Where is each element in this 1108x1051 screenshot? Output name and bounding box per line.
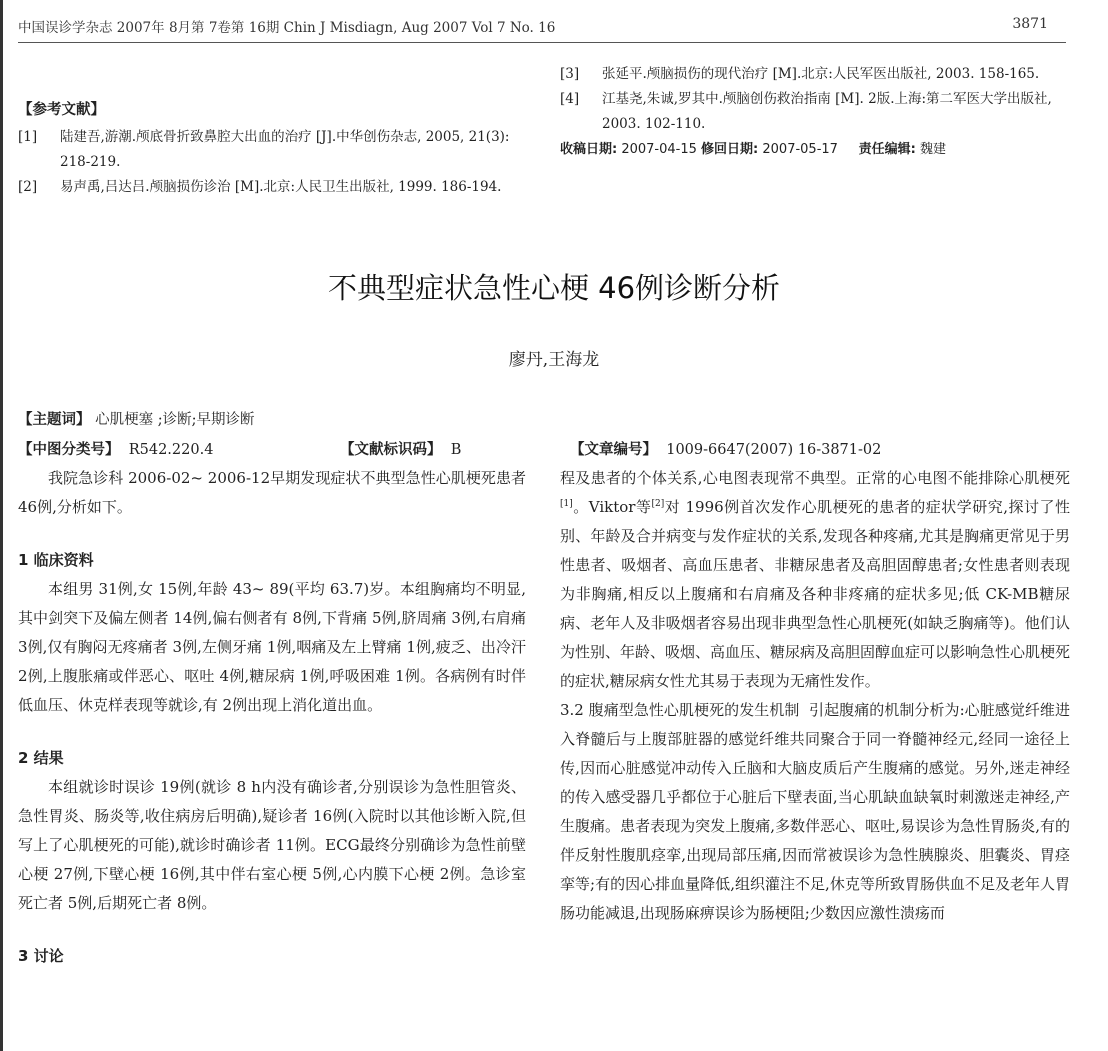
intro-paragraph: 我院急诊科 2006-02~ 2006-12早期发现症状不典型急性心肌梗死患者 46例,分析如下。 [18,469,526,516]
doc-value: B [450,442,462,458]
right-text-a: 程及患者的个体关系,心电图表现常不典型。正常的心电图不能排除心肌梗死 [560,469,1070,487]
section-1-heading: 1 临床资料 [18,551,94,569]
received-label: 收稿日期: [560,142,618,157]
reference-text: 江基尧,朱诚,罗其中.颅脑创伤救治指南 [M]. 2版.上海:第二军医大学出版社, 2003. 102-110. [602,91,1052,132]
reference-text: 易声禹,吕达吕.颅脑损伤诊治 [M].北京:人民卫生出版社, 1999. 186-194. [60,179,502,195]
clc-code [18,438,213,459]
keywords-line [18,408,1078,429]
document-code [340,438,461,459]
article-value: 1009-6647(2007) 16-3871-02 [666,442,882,458]
right-text-c: 对 1996例首次发作心肌梗死的患者的症状学研究,探讨了性别、年龄及合并病变与发作症状的关系,发现各种疼痛,尤其是胸痛更常见于男性患者、吸烟者、高血压患者、非糖尿患者及高胆固醇患者;女性患者则表现为非胸痛,相反以上腹痛和右肩痛及各种非疼痛的症状多见;低 CK-MB糖尿病、老年人及非吸烟者容易出现非典型急性心肌梗死(如缺乏胸痛等)。他们认为性别、年龄、吸烟、高血压、糖尿病及高胆固醇血症可以影响急性心肌梗死的症状,糖尿病女性尤其易于表现为无痛性发作。 [560,498,1071,690]
revised-date: 2007-05-17 [762,142,838,157]
running-header [18,14,1066,38]
page-number: 3871 [1012,16,1048,32]
reference-item [18,125,528,175]
reference-item [560,87,1070,137]
clc-value: R542.220.4 [128,442,214,458]
article-authors: 廖丹,王海龙 [508,350,600,370]
right-paragraph-1 [560,464,1070,696]
section-3-2-text: 引起腹痛的机制分析为:心脏感觉纤维进入脊髓后与上腹部脏器的感觉纤维共同聚合于同一脊髓神经元,经同一途径上传,因而心脏感觉冲动传入丘脑和大脑皮质后产生腹痛的感觉。另外,迷走神经的传入感受器几乎都位于心脏后下壁表面,当心肌缺血缺氧时刺激迷走神经,产生腹痛。患者表现为突发上腹痛,多数伴恶心、呕吐,易误诊为急性胃肠炎,有的伴反射性腹肌痉挛,出现局部压痛,因而常被误诊为急性胰腺炎、胆囊炎、胃痉挛等;有的因心排血量降低,组织灌注不足,休克等所致胃肠供血不足及老年人胃肠功能减退,出现肠麻痹误诊为肠梗阻;少数因应激性溃疡而 [560,701,1070,922]
section-2-heading: 2 结果 [18,749,64,767]
reference-text: 张延平.颅脑损伤的现代治疗 [M].北京:人民军医出版社, 2003. 158-165. [602,66,1040,82]
citation-2: [2] [651,499,665,509]
header-rule [18,42,1066,43]
editor-label: 责任编辑: [858,142,916,157]
section-3-2-paragraph [560,696,1070,928]
body-left-column [18,464,526,971]
citation-1: [1] [560,499,573,509]
references-heading: 【参考文献】 [18,102,105,118]
keywords-label: 【主题词】 [18,412,91,428]
reference-number: [4] [560,91,580,107]
revised-label: 修回日期: [701,142,759,157]
article-number [570,438,881,459]
editor-name: 魏建 [919,142,946,157]
reference-text: 陆建吾,游潮.颅底骨折致鼻腔大出血的治疗 [J].中华创伤杂志, 2005, 21(3): 218-219. [60,129,510,170]
journal-citation: 中国误诊学杂志 2007年 8月第 7卷第 16期 Chin J Misdiagn, Aug 2007 Vol 7 No. 16 [18,20,556,36]
references-left [18,98,528,200]
reference-number: [3] [560,66,580,82]
received-date: 2007-04-15 [621,142,697,157]
classification-line [18,438,1078,460]
reference-number: [2] [18,179,38,195]
clc-label: 【中图分类号】 [18,442,120,458]
article-title: 不典型症状急性心梗 46例诊断分析 [327,271,781,305]
body-right-column [560,464,1070,928]
section-2-text: 本组就诊时误诊 19例(就诊 8 h内没有确诊者,分别误诊为急性胆管炎、急性胃炎、肠炎等,收住病房后明确),疑诊者 16例(入院时以其他诊断入院,但写上了心肌梗死的可能),就诊时确诊者 11例。ECG最终分别确诊为急性前壁心梗 27例,下壁心梗 16例,其中伴右室心梗 5例,心内膜下心梗 2例。急诊室死亡者 5例,后期死亡者 8例。 [18,778,526,912]
section-3-2-heading: 3.2 腹痛型急性心肌梗死的发生机制 [560,701,800,719]
article-label: 【文章编号】 [570,442,657,458]
page-edge-rule [0,0,3,1051]
doc-label: 【文献标识码】 [340,442,442,458]
section-1-text: 本组男 31例,女 15例,年龄 43~ 89(平均 63.7)岁。本组胸痛均不明显,其中剑突下及偏左侧者 14例,偏右侧者有 8例,下背痛 5例,脐周痛 3例,右肩痛 3例,仅有胸闷无疼痛者 3例,左侧牙痛 1例,咽痛及左上臂痛 1例,疲乏、出冷汗 2例,上腹胀痛或伴恶心、呕吐 4例,糖尿病 1例,呼吸困难 1例。各病例有时伴低血压、休克样表现等就诊,有 2例出现上消化道出血。 [18,580,526,714]
reference-item [560,62,1070,87]
section-3-heading: 3 讨论 [18,947,64,965]
keywords-text: 心肌梗塞 ;诊断;早期诊断 [95,412,255,428]
reference-item [18,175,528,200]
reference-number: [1] [18,129,38,145]
references-right [560,62,1070,162]
right-text-b: 。Viktor等 [572,498,652,516]
article-dates [560,137,1070,162]
